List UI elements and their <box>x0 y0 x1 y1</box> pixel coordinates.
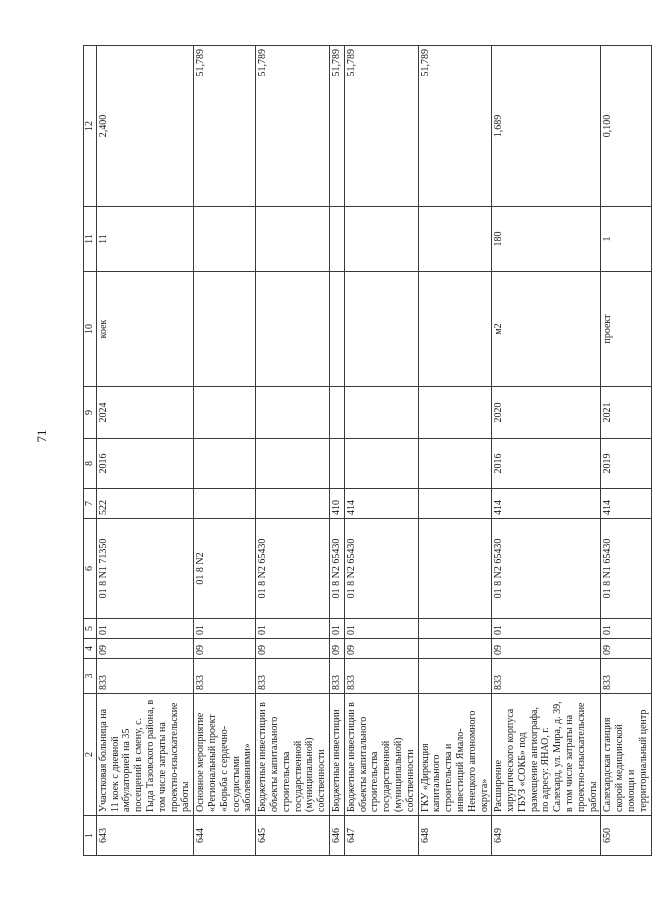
row-number: 644 <box>194 816 256 856</box>
cell-c12: 51,789 <box>256 46 330 207</box>
cell-c3 <box>418 659 492 694</box>
cell-c8 <box>256 439 330 489</box>
cell-c3: 833 <box>256 659 330 694</box>
cell-c8: 2016 <box>96 439 193 489</box>
column-header: 10 <box>84 272 97 387</box>
table-row <box>194 46 256 856</box>
object-name: Основное мероприятие «Региональный проект «Борьба с сердечно-сосудистыми заболеваниями» <box>194 694 256 816</box>
cell-c5 <box>418 619 492 639</box>
cell-c3: 833 <box>96 659 193 694</box>
column-header: 2 <box>84 694 97 816</box>
row-number: 643 <box>96 816 193 856</box>
cell-c11: 180 <box>492 207 601 272</box>
row-number: 645 <box>256 816 330 856</box>
cell-c6: 01 8 N2 65430 <box>256 519 330 619</box>
cell-c12: 1,689 <box>492 46 601 207</box>
cell-c4: 09 <box>601 639 651 659</box>
column-header: 12 <box>84 46 97 207</box>
column-header: 7 <box>84 489 97 519</box>
cell-c9: 2024 <box>96 387 193 439</box>
cell-c11: 1 <box>601 207 651 272</box>
cell-c6: 01 8 N2 65430 <box>492 519 601 619</box>
column-header: 5 <box>84 619 97 639</box>
budget-table <box>83 45 652 856</box>
cell-c6: 01 8 N2 <box>194 519 256 619</box>
cell-c6: 01 8 N2 65430 <box>329 519 344 619</box>
column-header: 6 <box>84 519 97 619</box>
cell-c12: 51,789 <box>194 46 256 207</box>
cell-c10: проект <box>601 272 651 387</box>
table-row <box>329 46 344 856</box>
cell-c5: 01 <box>194 619 256 639</box>
cell-c9: 2020 <box>492 387 601 439</box>
cell-c4: 09 <box>96 639 193 659</box>
cell-c4: 09 <box>329 639 344 659</box>
cell-c7: 414 <box>344 489 418 519</box>
object-name: Бюджетные инвестиции <box>329 694 344 816</box>
cell-c9 <box>256 387 330 439</box>
rotated-table-sheet <box>83 46 649 856</box>
cell-c12: 0,100 <box>601 46 651 207</box>
cell-c11 <box>256 207 330 272</box>
cell-c5: 01 <box>344 619 418 639</box>
cell-c11 <box>418 207 492 272</box>
column-header: 1 <box>84 816 97 856</box>
cell-c3: 833 <box>492 659 601 694</box>
object-name: Расширение хирургического корпуса ГБУЗ «СОКБ» под размещение ангиографа, по адресу: ЯНАО, г. Салехард, ул. Мира, д. 39, в том числе затраты на проектно-изыскательские работы <box>492 694 601 816</box>
cell-c10 <box>256 272 330 387</box>
cell-c9 <box>329 387 344 439</box>
object-name: Салехардская станция скорой медицинской помощи и территориальный центр <box>601 694 651 816</box>
table-row <box>256 46 330 856</box>
cell-c6: 01 8 N2 65430 <box>344 519 418 619</box>
cell-c3: 833 <box>329 659 344 694</box>
cell-c7: 522 <box>96 489 193 519</box>
cell-c5: 01 <box>329 619 344 639</box>
cell-c7: 414 <box>601 489 651 519</box>
page-number: 71 <box>34 429 49 443</box>
cell-c9 <box>418 387 492 439</box>
cell-c12: 51,789 <box>329 46 344 207</box>
cell-c7 <box>194 489 256 519</box>
cell-c6: 01 8 N1 71350 <box>96 519 193 619</box>
table-row <box>492 46 601 856</box>
object-name: Бюджетные инвестиции в объекты капитального строительства государственной (муниципальной) собственности <box>256 694 330 816</box>
table-row <box>418 46 492 856</box>
row-number: 648 <box>418 816 492 856</box>
cell-c9: 2021 <box>601 387 651 439</box>
cell-c3: 833 <box>194 659 256 694</box>
cell-c8: 2016 <box>492 439 601 489</box>
cell-c7: 410 <box>329 489 344 519</box>
cell-c4: 09 <box>194 639 256 659</box>
column-number-row <box>84 46 97 856</box>
cell-c8: 2019 <box>601 439 651 489</box>
object-name: ГКУ «Дирекция капитального строительства и инвестиций Ямало-Ненецкого автономного округа» <box>418 694 492 816</box>
row-number: 646 <box>329 816 344 856</box>
cell-c10 <box>329 272 344 387</box>
cell-c7 <box>256 489 330 519</box>
cell-c10 <box>344 272 418 387</box>
cell-c3: 833 <box>344 659 418 694</box>
object-name: Участковая больница на 11 коек с дневной амбулаторией на 35 посещений в смену, с. Гыда Тазовского района, в том числе затраты на проектно-изыскательские работы <box>96 694 193 816</box>
column-header: 4 <box>84 639 97 659</box>
cell-c8 <box>418 439 492 489</box>
cell-c12: 51,789 <box>344 46 418 207</box>
cell-c12: 2,400 <box>96 46 193 207</box>
row-number: 649 <box>492 816 601 856</box>
column-header: 8 <box>84 439 97 489</box>
column-header: 9 <box>84 387 97 439</box>
cell-c4 <box>418 639 492 659</box>
cell-c6: 01 8 N1 65430 <box>601 519 651 619</box>
cell-c9 <box>344 387 418 439</box>
object-name: Бюджетные инвестиции в объекты капитального строительства государственной (муниципальной) собственности <box>344 694 418 816</box>
cell-c12: 51,789 <box>418 46 492 207</box>
cell-c7: 414 <box>492 489 601 519</box>
cell-c10: м2 <box>492 272 601 387</box>
cell-c5: 01 <box>601 619 651 639</box>
column-header: 11 <box>84 207 97 272</box>
cell-c4: 09 <box>344 639 418 659</box>
cell-c10 <box>194 272 256 387</box>
cell-c8 <box>194 439 256 489</box>
cell-c11 <box>329 207 344 272</box>
cell-c10 <box>418 272 492 387</box>
table-row <box>601 46 651 856</box>
cell-c4: 09 <box>492 639 601 659</box>
cell-c5: 01 <box>256 619 330 639</box>
table-row <box>96 46 193 856</box>
cell-c10: коек <box>96 272 193 387</box>
cell-c6 <box>418 519 492 619</box>
cell-c7 <box>418 489 492 519</box>
cell-c8 <box>344 439 418 489</box>
cell-c5: 01 <box>492 619 601 639</box>
cell-c5: 01 <box>96 619 193 639</box>
cell-c9 <box>194 387 256 439</box>
cell-c8 <box>329 439 344 489</box>
cell-c11 <box>194 207 256 272</box>
cell-c3: 833 <box>601 659 651 694</box>
cell-c4: 09 <box>256 639 330 659</box>
row-number: 647 <box>344 816 418 856</box>
table-row <box>344 46 418 856</box>
column-header: 3 <box>84 659 97 694</box>
row-number: 650 <box>601 816 651 856</box>
cell-c11 <box>344 207 418 272</box>
cell-c11: 11 <box>96 207 193 272</box>
